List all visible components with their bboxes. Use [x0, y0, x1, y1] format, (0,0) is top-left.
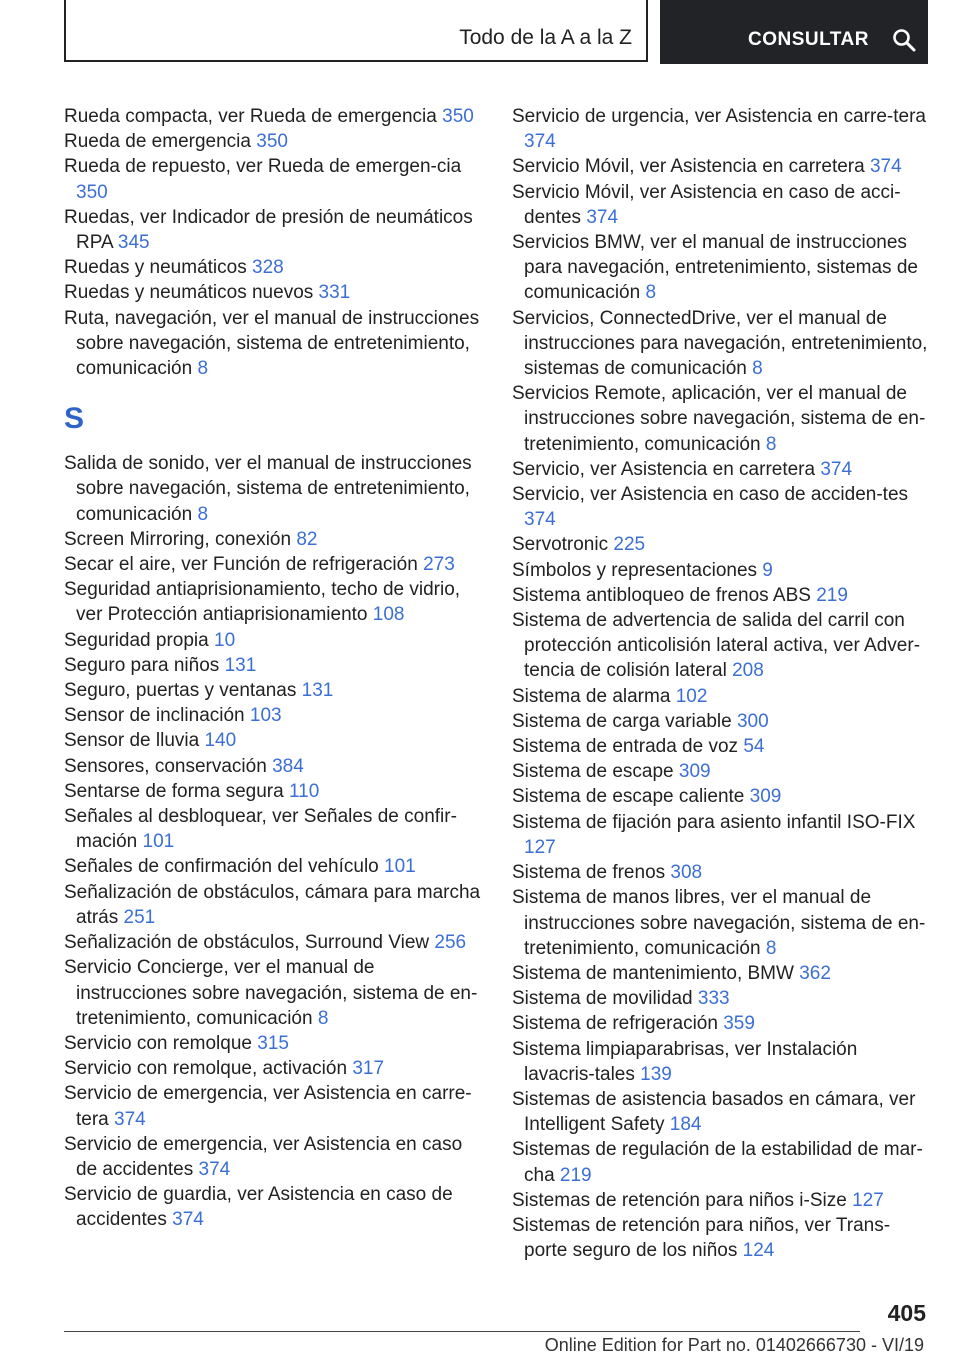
index-entry-text: Sistema limpiaparabrisas, ver Instalación lavacris‐tales	[512, 1038, 858, 1085]
index-entry	[512, 986, 932, 1011]
page-number: 405	[887, 1300, 926, 1326]
index-entry	[64, 205, 484, 255]
index-entry	[512, 532, 932, 557]
index-page-link[interactable]: 225	[613, 534, 646, 556]
index-entry	[512, 709, 932, 734]
index-entry	[64, 955, 484, 1031]
index-page-link[interactable]: 374	[114, 1108, 146, 1130]
index-entry-text: Servicio Móvil, ver Asistencia en carretera	[512, 156, 865, 178]
index-entry-text: Señalización de obstáculos, cámara para marcha atrás	[64, 881, 481, 928]
index-entry-text: Sentarse de forma segura	[64, 780, 284, 802]
entry-list-s	[64, 451, 484, 1232]
index-page-link[interactable]: 374	[172, 1209, 204, 1231]
index-page-link[interactable]: 350	[76, 181, 108, 203]
index-entry-text: Sistemas de retención para niños, ver Trans‐porte seguro de los niños	[512, 1214, 891, 1262]
index-page-link[interactable]: 333	[697, 988, 730, 1010]
index-entry	[512, 684, 932, 709]
index-entry	[512, 1011, 932, 1036]
index-page-link[interactable]: 273	[423, 554, 455, 576]
index-page-link[interactable]: 8	[317, 1007, 329, 1029]
index-entry	[64, 1081, 484, 1131]
index-entry-text: Servicio, ver Asistencia en carretera	[512, 458, 816, 480]
index-entry-text: Sistemas de asistencia basados en cámara, ver Intelligent Safety	[512, 1088, 916, 1136]
index-entry	[512, 1037, 932, 1087]
index-entry	[512, 381, 932, 457]
index-column-right	[512, 104, 932, 1263]
index-page-link[interactable]: 140	[204, 730, 237, 752]
index-entry	[64, 527, 484, 552]
section-letter: S	[64, 402, 85, 436]
index-entry	[64, 129, 484, 154]
index-entry	[64, 280, 484, 305]
index-page-link[interactable]: 101	[142, 831, 175, 853]
index-page-link[interactable]: 101	[384, 856, 416, 878]
index-entry-text: Sistema de mantenimiento, BMW	[512, 962, 794, 984]
index-entry	[64, 678, 484, 703]
index-entry	[64, 552, 484, 577]
index-entry-text: Servicio Móvil, ver Asistencia en caso de acci‐dentes	[512, 181, 901, 228]
index-entry	[512, 784, 932, 809]
index-page-link[interactable]: 54	[743, 736, 765, 758]
index-entry-text: Ruedas y neumáticos nuevos	[64, 282, 314, 304]
index-entry-text: Servicio con remolque, activación	[64, 1058, 348, 1080]
index-entry	[64, 104, 484, 129]
index-entry	[512, 180, 932, 230]
index-entry-text: Salida de sonido, ver el manual de instrucciones sobre navegación, sistema de entretenimiento, comunicación	[64, 453, 472, 525]
index-page-link[interactable]: 131	[301, 680, 334, 702]
index-entry	[64, 577, 484, 627]
index-page-link[interactable]: 350	[256, 131, 288, 153]
index-entry-text: Seguridad antiaprisionamiento, techo de vidrio, ver Protección antiaprisionamiento	[64, 579, 461, 626]
index-entry	[512, 608, 932, 684]
index-entry	[64, 653, 484, 678]
index-entry-text: Seguridad propia	[64, 629, 209, 651]
index-entry-text: Señales al desbloquear, ver Señales de confir‐mación	[64, 806, 457, 853]
index-page-link[interactable]: 315	[257, 1032, 289, 1054]
index-page-link[interactable]: 362	[799, 962, 831, 984]
index-entry	[64, 854, 484, 879]
index-entry-text: Servicio, ver Asistencia en caso de acciden‐tes	[512, 484, 909, 506]
index-entry	[512, 154, 932, 179]
index-entry-text: Sistema de carga variable	[512, 710, 732, 732]
index-entry	[64, 306, 484, 382]
index-page-link[interactable]: 8	[645, 282, 657, 304]
index-page-link[interactable]: 103	[249, 705, 282, 727]
index-entry	[512, 1213, 932, 1263]
footer	[545, 1335, 924, 1356]
index-entry	[512, 759, 932, 784]
index-entry-text: Rueda de repuesto, ver Rueda de emergen‐cia	[64, 156, 462, 178]
index-page-link[interactable]: 374	[198, 1158, 231, 1180]
index-entry-text: Servicio Concierge, ver el manual de instrucciones sobre navegación, sistema de en‐tretenimiento, comunicación	[64, 957, 478, 1029]
index-entry-text: Sensor de inclinación	[64, 705, 245, 727]
index-entry-text: Sistema de entrada de voz	[512, 736, 739, 758]
index-page-link[interactable]: 127	[852, 1189, 884, 1211]
index-entry	[64, 880, 484, 930]
index-entry-text: Servicio de emergencia, ver Asistencia en carre‐tera	[64, 1083, 472, 1130]
index-page-link[interactable]: 8	[765, 433, 777, 455]
index-entry	[64, 804, 484, 854]
index-entry-text: Sistema de refrigeración	[512, 1013, 718, 1035]
tab-consult[interactable]	[660, 0, 928, 64]
search-icon	[892, 28, 916, 52]
index-entry-text: Servotronic	[512, 534, 609, 556]
index-entry	[64, 779, 484, 804]
index-entry	[64, 255, 484, 280]
index-entry	[512, 810, 932, 860]
index-page-link[interactable]: 208	[732, 660, 764, 682]
index-entry	[64, 703, 484, 728]
index-page-link[interactable]: 8	[197, 358, 209, 380]
index-entry-text: Seguro, puertas y ventanas	[64, 680, 297, 702]
index-page-link[interactable]: 350	[442, 106, 474, 127]
index-entry	[512, 230, 932, 306]
index-entry-text: Sistema de escape caliente	[512, 786, 745, 808]
index-entry-text: Servicio de urgencia, ver Asistencia en carre‐tera	[512, 106, 926, 127]
index-entry-text: Señalización de obstáculos, Surround View	[64, 932, 430, 954]
index-entry-text: Símbolos y representaciones	[512, 559, 758, 581]
index-entry-text: Sistema de advertencia de salida del carril con protección anticolisión lateral activa, ver Adver‐tencia de colisión lateral	[512, 610, 921, 682]
index-entry-text: Ruedas, ver Indicador de presión de neumáticos RPA	[64, 206, 473, 254]
index-entry-text: Sistema de escape	[512, 761, 674, 783]
entry-list-r	[64, 104, 484, 381]
index-entry	[512, 961, 932, 986]
index-page-link[interactable]: 300	[736, 710, 769, 732]
index-entry	[64, 754, 484, 779]
index-entry-text: Servicios Remote, aplicación, ver el manual de instrucciones sobre navegación, sistema de en‐tretenimiento, comunicación	[512, 383, 926, 455]
index-entry-text: Sistema de frenos	[512, 862, 666, 884]
index-entry	[64, 1132, 484, 1182]
index-page-link[interactable]: 131	[224, 654, 257, 676]
index-page-link[interactable]: 374	[869, 156, 902, 178]
index-page-link[interactable]: 219	[559, 1164, 592, 1186]
index-entry	[512, 1087, 932, 1137]
index-entry-text: Servicio de emergencia, ver Asistencia en caso de accidentes	[64, 1133, 463, 1180]
index-page-link[interactable]: 308	[670, 862, 703, 884]
index-entry	[512, 558, 932, 583]
index-entry-text: Servicio de guardia, ver Asistencia en caso de accidentes	[64, 1184, 453, 1231]
index-entry-text: Rueda de emergencia	[64, 131, 251, 153]
index-page-link[interactable]: 108	[372, 604, 405, 626]
index-page-link[interactable]: 331	[318, 282, 351, 304]
index-entry-text: Seguro para niños	[64, 654, 220, 676]
index-entry-text: Sistema de fijación para asiento infantil ISO‐FIX	[512, 811, 916, 833]
index-page-link[interactable]: 124	[742, 1240, 775, 1262]
index-page-link[interactable]: 374	[820, 458, 853, 480]
index-page-link[interactable]: 384	[272, 755, 304, 777]
index-page-link[interactable]: 9	[762, 559, 773, 581]
index-page-link[interactable]: 374	[586, 206, 619, 228]
index-entry-text: Sistemas de retención para niños i-Size	[512, 1189, 847, 1211]
index-entry	[512, 860, 932, 885]
index-entry-text: Sistema de movilidad	[512, 988, 693, 1010]
index-page-link[interactable]: 251	[123, 906, 156, 928]
index-entry-text: Servicios BMW, ver el manual de instrucciones para navegación, entretenimiento, sistemas de comunicación	[512, 232, 918, 304]
index-entry-text: Servicio con remolque	[64, 1032, 252, 1054]
footer-divider	[64, 1331, 860, 1332]
index-page-link[interactable]: 309	[678, 761, 711, 783]
index-page-link[interactable]: 317	[352, 1058, 385, 1080]
index-entry-text: Sistema antibloqueo de frenos ABS	[512, 584, 811, 606]
index-entry-text: Sensor de lluvia	[64, 730, 200, 752]
index-page-link[interactable]: 10	[214, 629, 236, 651]
index-page-link[interactable]: 345	[117, 232, 150, 254]
index-entry-text: Servicios, ConnectedDrive, ver el manual de instrucciones para navegación, entretenimiento, sistemas de comunicación	[512, 307, 928, 380]
index-page-link[interactable]: 8	[197, 503, 209, 525]
index-entry	[64, 154, 484, 204]
tab-a-to-z[interactable]	[64, 0, 648, 62]
index-entry	[64, 1031, 484, 1056]
index-entry	[512, 457, 932, 482]
index-entry	[64, 930, 484, 955]
index-entry-text: Sistema de alarma	[512, 685, 671, 707]
index-entry-text: Sistema de manos libres, ver el manual de instrucciones sobre navegación, sistema de en‐tretenimiento, comunicación	[512, 887, 926, 959]
index-entry	[64, 1182, 484, 1232]
footer-text: Online Edition for Part no. 01402666730 - VI/19	[544, 1335, 924, 1355]
index-column-left	[64, 104, 484, 1233]
index-entry	[512, 306, 932, 382]
index-entry-text: Rueda compacta, ver Rueda de emergencia	[64, 106, 437, 127]
index-entry	[512, 1188, 932, 1213]
index-entry	[512, 104, 932, 154]
index-page-link[interactable]: 102	[675, 685, 708, 707]
index-page-link[interactable]: 8	[765, 937, 777, 959]
index-entry-text: Sensores, conservación	[64, 755, 267, 777]
index-entry-text: Ruedas y neumáticos	[64, 257, 247, 279]
index-page-link[interactable]: 359	[723, 1013, 755, 1035]
index-page-link[interactable]: 139	[640, 1063, 672, 1085]
index-page-link[interactable]: 82	[296, 528, 318, 550]
top-navigation	[64, 0, 928, 64]
index-page-link[interactable]: 219	[816, 584, 848, 606]
index-page-link[interactable]: 309	[749, 786, 782, 808]
index-entry-text: Señales de confirmación del vehículo	[64, 856, 379, 878]
index-page-link[interactable]: 328	[252, 257, 284, 279]
index-entry	[64, 1056, 484, 1081]
index-page-link[interactable]: 256	[434, 932, 467, 954]
index-entry	[512, 1137, 932, 1187]
index-entry	[512, 734, 932, 759]
index-entry-text: Sistemas de regulación de la estabilidad de mar‐cha	[512, 1139, 923, 1186]
index-page-link[interactable]: 374	[524, 509, 556, 531]
index-page-link[interactable]: 127	[524, 836, 556, 858]
index-entry	[64, 628, 484, 653]
tab-a-to-z-label: Todo de la A a la Z	[459, 26, 632, 49]
index-entry-text: Screen Mirroring, conexión	[64, 528, 292, 550]
index-page-link[interactable]: 110	[288, 780, 320, 802]
index-entry	[512, 885, 932, 961]
tab-consult-label: CONSULTAR	[748, 29, 869, 50]
index-entry	[512, 482, 932, 532]
index-entry-text: Ruta, navegación, ver el manual de instrucciones sobre navegación, sistema de entretenimiento, comunicación	[64, 307, 480, 380]
index-entry	[64, 728, 484, 753]
index-page-link[interactable]: 374	[524, 131, 556, 153]
index-page-link[interactable]: 184	[669, 1114, 702, 1136]
index-page-link[interactable]: 8	[752, 358, 763, 380]
entry-list-right	[512, 104, 932, 1263]
index-entry	[64, 451, 484, 527]
index-entry	[512, 583, 932, 608]
index-entry-text: Secar el aire, ver Función de refrigeración	[64, 554, 418, 576]
